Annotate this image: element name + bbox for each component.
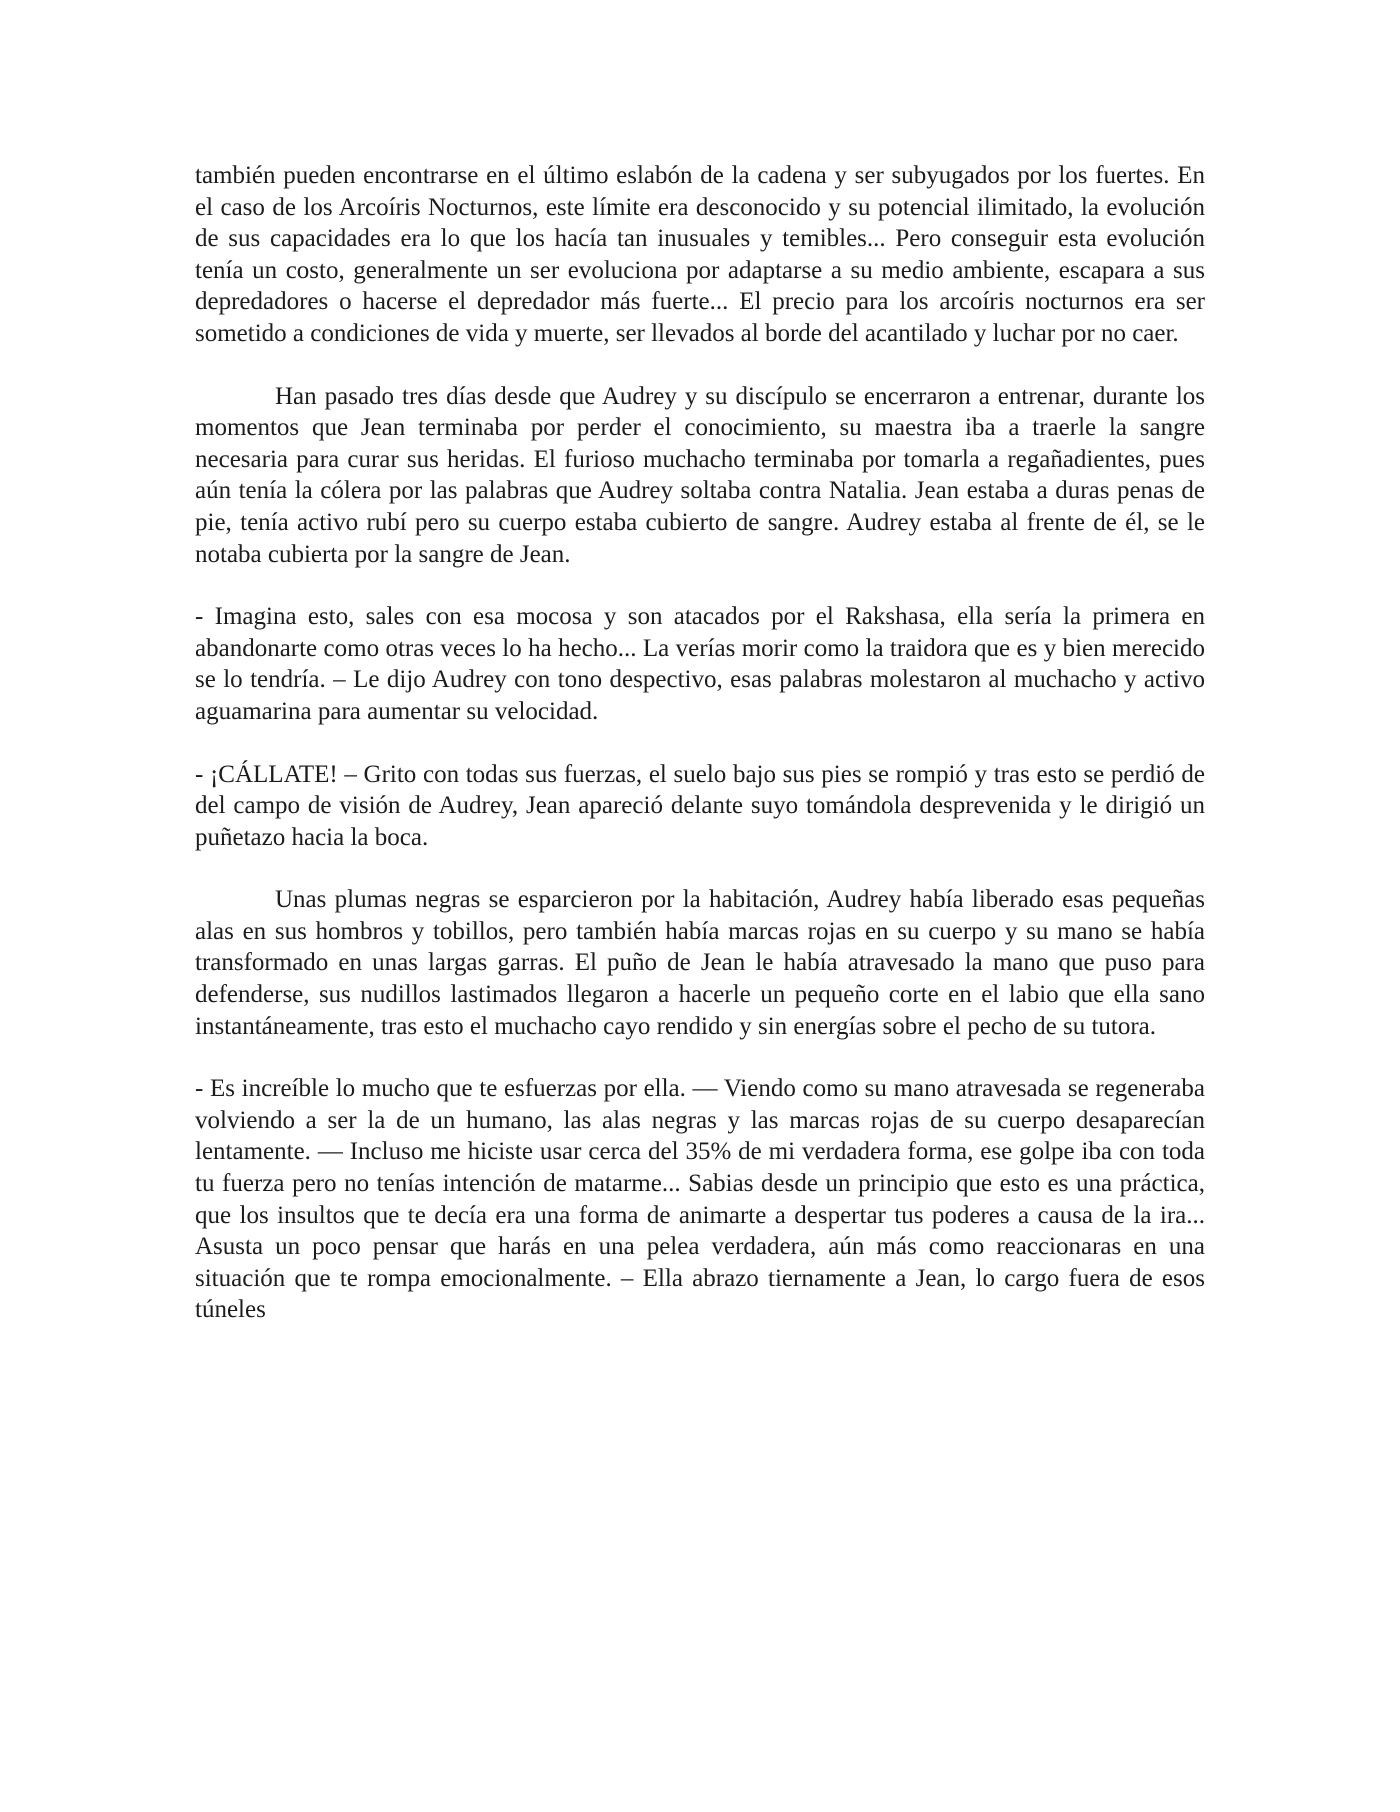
paragraph-audrey-taunt: - Imagina esto, sales con esa mocosa y son atacados por el Rakshasa, ella sería la primera en abandonarte como otras veces lo ha hecho... La verías morir como la traidora que es y bien merecido se lo tendría. – Le dijo Audrey con tono despectivo, esas palabras molestaron al muchacho y activo aguamarina para aumentar su velocidad. bbox=[195, 603, 1205, 725]
paragraph-training-days: Han pasado tres días desde que Audrey y su discípulo se encerraron a entrenar, durante los momentos que Jean terminaba por perder el conocimiento, su maestra iba a traerle la sangre necesaria para curar sus heridas. El furioso muchacho terminaba por tomarla a regañadientes, pues aún tenía la cólera por las palabras que Audrey soltaba contra Natalia. Jean estaba a duras penas de pie, tenía activo rubí pero su cuerpo estaba cubierto de sangre. Audrey estaba al frente de él, se le notaba cubierta por la sangre de Jean. bbox=[195, 382, 1205, 568]
body-text bbox=[195, 160, 1205, 1357]
paragraph-black-feathers: Unas plumas negras se esparcieron por la habitación, Audrey había liberado esas pequeñas alas en sus hombros y tobillos, pero también había marcas rojas en su cuerpo y su mano se había transformado en unas largas garras. El puño de Jean le había atravesado la mano que puso para defenderse, sus nudillos lastimados llegaron a hacerle un pequeño corte en el labio que ella sano instantáneamente, tras esto el muchacho cayo rendido y sin energías sobre el pecho de su tutora. bbox=[195, 886, 1205, 1040]
paragraph-audrey-reflection: - Es increíble lo mucho que te esfuerzas por ella. — Viendo como su mano atravesada se regeneraba volviendo a ser la de un humano, las alas negras y las marcas rojas de su cuerpo desaparecían lentamente. — Incluso me hiciste usar cerca del 35% de mi verdadera forma, ese golpe iba con toda tu fuerza pero no tenías intención de matarme... Sabias desde un principio que esto es una práctica, que los insultos que te decía era una forma de animarte a despertar tus poderes a causa de la ira... Asusta un poco pensar que harás en una pelea verdadera, aún más como reaccionaras en una situación que te rompa emocionalmente. – Ella abrazo tiernamente a Jean, lo cargo fuera de esos túneles bbox=[195, 1075, 1205, 1324]
paragraph-jean-outburst: - ¡CÁLLATE! – Grito con todas sus fuerzas, el suelo bajo sus pies se rompió y tras esto se perdió de del campo de visión de Audrey, Jean apareció delante suyo tomándola desprevenida y le dirigió un puñetazo hacia la boca. bbox=[195, 760, 1205, 851]
paragraph-continuation: también pueden encontrarse en el último eslabón de la cadena y ser subyugados por los fuertes. En el caso de los Arcoíris Nocturnos, este límite era desconocido y su potencial ilimitado, la evolución de sus capacidades era lo que los hacía tan inusuales y temibles... Pero conseguir esta evolución tenía un costo, generalmente un ser evoluciona por adaptarse a su medio ambiente, escapara a sus depredadores o hacerse el depredador más fuerte... El precio para los arcoíris nocturnos era ser sometido a condiciones de vida y muerte, ser llevados al borde del acantilado y luchar por no caer. bbox=[195, 162, 1205, 347]
